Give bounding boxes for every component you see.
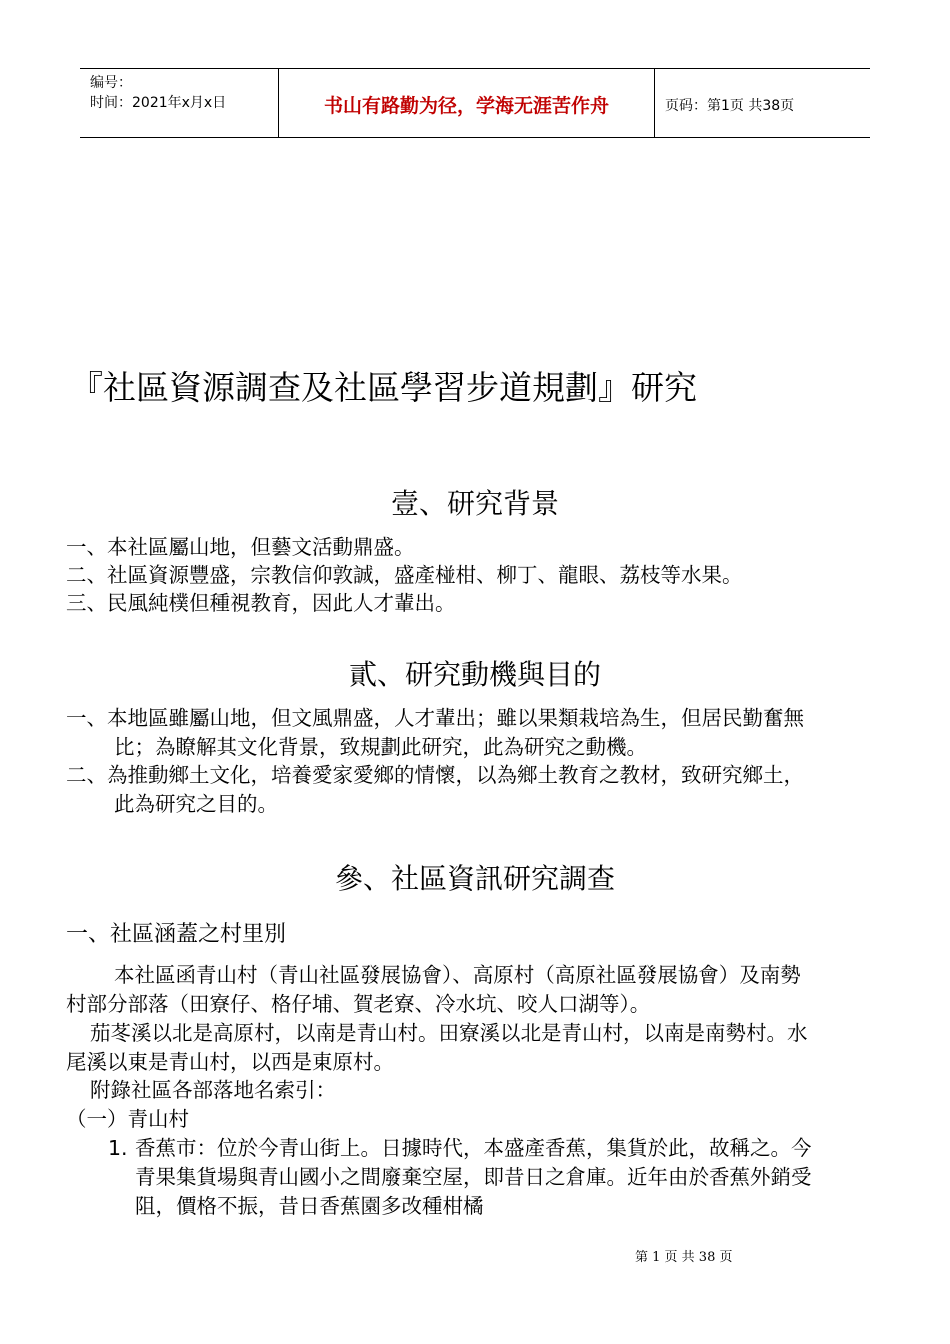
page-footer: 第 1 页 共 38 页 <box>635 1250 733 1265</box>
survey-para-1-line-2: 村部分部落（田寮仔、格仔埔、賀老寮、冷水坑、咬人口湖等）。 <box>66 992 651 1016</box>
survey-para-3: 附錄社區各部落地名索引： <box>90 1078 336 1102</box>
section-heading-survey: 參、社區資訊研究調查 <box>334 862 615 895</box>
motivation-item-1-line-1: 一、本地區雖屬山地，但文風鼎盛，人才輩出；雖以果類栽培為生，但居民勤奮無 <box>66 706 804 730</box>
document-title: 『社區資源調查及社區學習步道規劃』研究 <box>70 368 697 407</box>
village-item-1-line-1: 香蕉市：位於今青山街上。日據時代，本盛產香蕉，集貨於此，故稱之。今 <box>135 1136 812 1160</box>
background-item-1: 一、本社區屬山地，但藝文活動鼎盛。 <box>66 535 415 559</box>
header-page-cell <box>655 69 870 137</box>
motivation-item-2-line-2: 此為研究之目的。 <box>114 792 278 816</box>
header-motto: 书山有路勤为径，学海无涯苦作舟 <box>323 95 609 117</box>
number-label: 编号： <box>90 75 132 91</box>
motivation-item-2-line-1: 二、為推動鄉土文化，培養愛家愛鄉的情懷，以為鄉土教育之教材，致研究鄉土， <box>66 763 804 787</box>
survey-para-2-line-2: 尾溪以東是青山村，以西是東原村。 <box>66 1050 394 1074</box>
survey-para-2-line-1: 茄苳溪以北是高原村，以南是青山村。田寮溪以北是青山村，以南是南勢村。水 <box>90 1021 808 1045</box>
survey-para-1-line-1: 本社區函青山村（青山社區發展協會）、高原村（高原社區發展協會）及南勢 <box>114 963 801 987</box>
motivation-item-1-line-2: 比；為瞭解其文化背景，致規劃此研究，此為研究之動機。 <box>114 735 647 759</box>
header-page-info: 页码：第1页 共38页 <box>665 98 795 114</box>
village-group-heading: （一）青山村 <box>66 1107 189 1131</box>
background-item-3: 三、民風純樸但種視教育，因此人才輩出。 <box>66 591 456 615</box>
village-item-number: 1. <box>108 1136 128 1160</box>
village-item-1-line-2: 青果集貨場與青山國小之間廢棄空屋，即昔日之倉庫。近年由於香蕉外銷受 <box>135 1165 812 1189</box>
time-label: 时间：2021年x月x日 <box>90 95 227 111</box>
background-item-2: 二、社區資源豐盛，宗教信仰敦誠，盛產椪柑、柳丁、龍眼、荔枝等水果。 <box>66 563 743 587</box>
section-heading-motivation: 貳、研究動機與目的 <box>348 658 601 691</box>
section-heading-background: 壹、研究背景 <box>390 487 559 520</box>
header-motto-cell <box>279 69 655 137</box>
header-info-cell <box>80 69 279 137</box>
village-item-1-line-3: 阻，價格不振，昔日香蕉園多改種柑橘 <box>135 1194 484 1218</box>
document-header <box>80 68 870 138</box>
survey-subheading: 一、社區涵蓋之村里別 <box>66 922 287 947</box>
